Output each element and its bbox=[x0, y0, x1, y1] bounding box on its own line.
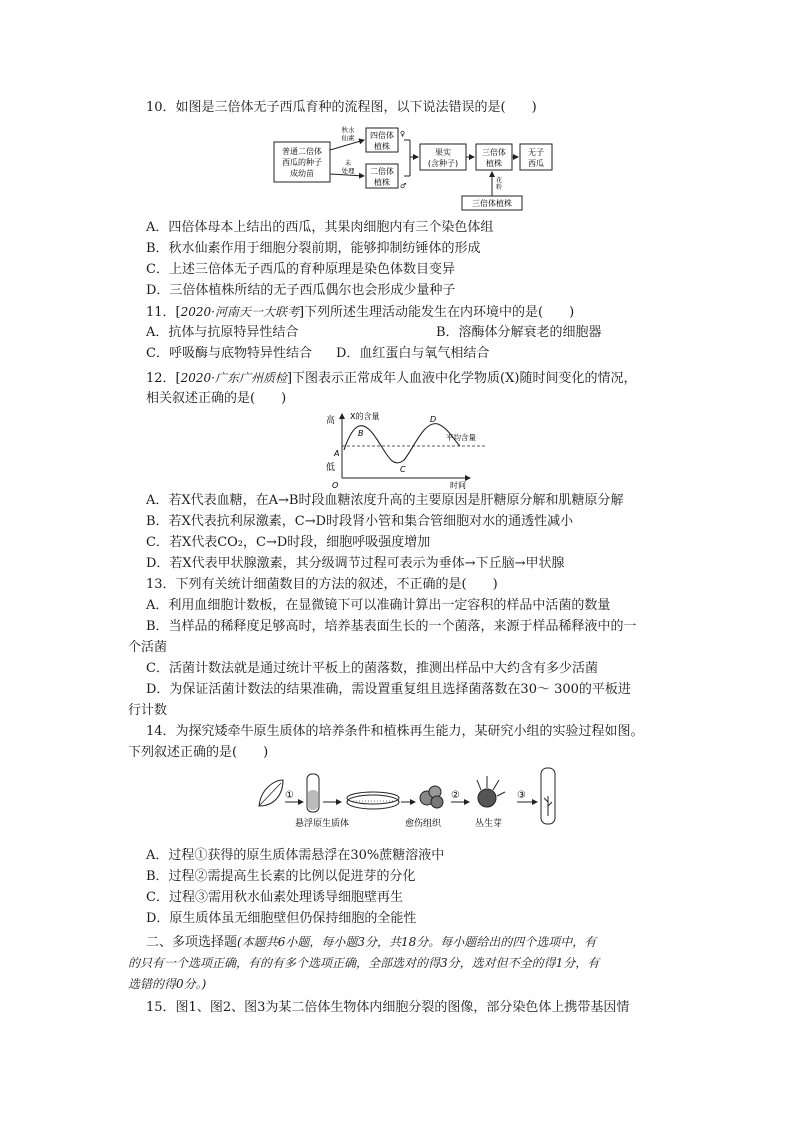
q10-stem: 10．如图是三倍体无子西瓜育种的流程图，以下说法错误的是( ) bbox=[146, 100, 537, 115]
q11-option-d: D．血红蛋白与氧气相结合 bbox=[336, 346, 490, 361]
q11-stem-rest: ]下列所述生理活动能发生在内环境中的是( ) bbox=[298, 305, 575, 320]
section2-note-line1: (本题共6小题，每小题3分，共18分。每小题给出的四个选项中，有 bbox=[237, 935, 597, 949]
q13-option-a: A．利用血细胞计数板，在显微镜下可以准确计算出一定容积的样品中活菌的数量 bbox=[146, 598, 611, 613]
q14-stem: 14．为探究矮牵牛原生质体的培养条件和植株再生能力，某研究小组的实验过程如图。 bbox=[146, 724, 644, 739]
flow-start-line3: 成幼苗 bbox=[290, 169, 314, 178]
point-c-label: C bbox=[400, 465, 406, 474]
section2-title: 二、多项选择题 bbox=[146, 935, 238, 950]
y-axis-title: X的含量 bbox=[350, 412, 380, 421]
flow-start-line2: 西瓜的种子 bbox=[282, 158, 322, 167]
flow-seedless-line2: 西瓜 bbox=[528, 159, 544, 168]
q14-option-c: C．过程③需用秋水仙素处理诱导细胞壁再生 bbox=[146, 890, 403, 905]
q12-option-d: D．若X代表甲状腺激素，其分级调节过程可表示为垂体→下丘脑→甲状腺 bbox=[146, 556, 565, 571]
q14-option-b: B．过程②需提高生长素的比例以促进芽的分化 bbox=[146, 869, 416, 884]
flow-fruit-line2: (含种子) bbox=[427, 159, 459, 168]
flow-pollen-line2: 粉 bbox=[496, 184, 503, 191]
q12-option-b: B．若X代表抗利尿激素，C→D时段肾小管和集合管细胞对水的通透性减小 bbox=[146, 514, 574, 529]
point-a-label: A bbox=[334, 449, 340, 458]
q11-option-c: C．呼吸酶与底物特异性结合 bbox=[146, 346, 312, 361]
q12-stem-rest: ]下图表示正常成年人血液中化学物质(X)随时间变化的情况， bbox=[286, 371, 637, 386]
flow-fruit-line1: 果实 bbox=[435, 148, 451, 157]
flow-tetraploid-line2: 植株 bbox=[374, 142, 390, 151]
female-symbol: ♀ bbox=[400, 130, 406, 138]
point-b-label: B bbox=[358, 429, 364, 438]
average-label: 平均含量 bbox=[446, 433, 476, 442]
callus-label: 愈伤组织 bbox=[405, 819, 442, 829]
leaf-icon bbox=[259, 780, 283, 806]
suspension-label: 悬浮原生质体 bbox=[295, 819, 350, 829]
plantlet-tube-icon bbox=[541, 768, 555, 824]
flow-top-arrow-line2: 仙素 bbox=[341, 134, 355, 142]
q11-source: 2020·河南天一大联考 bbox=[180, 305, 299, 319]
point-d-label: D bbox=[430, 415, 437, 424]
section2-note-line2: 的只有一个选项正确，有的有多个选项正确，全部选对的得3分，选对但不全的得1分，有 bbox=[128, 956, 600, 970]
section2-note-line3: 选错的得0分。) bbox=[128, 977, 207, 991]
q10-option-b: B．秋水仙素作用于细胞分裂前期，能够抑制纺锤体的形成 bbox=[146, 241, 481, 256]
q12-option-a: A．若X代表血糖，在A→B时段血糖浓度升高的主要原因是肝糖原分解和肌糖原分解 bbox=[146, 493, 624, 508]
flow-triploid-line2: 植株 bbox=[486, 159, 502, 168]
q14-stem-line2: 下列叙述正确的是( ) bbox=[128, 745, 269, 760]
y-high-label: 高 bbox=[326, 416, 336, 426]
step1-label: ① bbox=[285, 790, 294, 801]
q13-option-b: B．当样品的稀释度足够高时，培养基表面生长的一个菌落，来源于样品稀释液中的一 bbox=[146, 619, 637, 634]
q12-num: 12．[ bbox=[146, 371, 181, 386]
flow-diploid-line2: 植株 bbox=[374, 178, 390, 187]
petri-dish-icon bbox=[347, 792, 399, 809]
q10-option-a: A．四倍体母本上结出的西瓜，其果肉细胞内有三个染色体组 bbox=[146, 220, 494, 235]
x-axis-title: 时间 bbox=[450, 481, 466, 490]
q12-stem bbox=[146, 368, 636, 389]
q15-stem: 15．图1、图2、图3为某二倍体生物体内细胞分裂的图像，部分染色体上携带基因情 bbox=[146, 1000, 630, 1015]
q11-num: 11．[ bbox=[146, 305, 181, 320]
q13-option-d-cont: 行计数 bbox=[128, 703, 168, 718]
q11-option-b: B．溶酶体分解衰老的细胞器 bbox=[436, 325, 602, 340]
step2-label: ② bbox=[451, 790, 460, 801]
flow-bottom-arrow-line1: 未 bbox=[344, 159, 352, 167]
q10-option-d: D．三倍体植株所结的无子西瓜偶尔也会形成少量种子 bbox=[146, 283, 456, 298]
callus-icon bbox=[420, 786, 443, 808]
q12-option-c: C．若X代表CO₂，C→D时段，细胞呼吸强度增加 bbox=[146, 535, 431, 550]
q14-culture-diagram bbox=[255, 766, 565, 838]
flow-triploid-line1: 三倍体 bbox=[482, 148, 506, 157]
test-tube-icon bbox=[307, 774, 319, 812]
q11-option-a: A．抗体与抗原特异性结合 bbox=[146, 325, 299, 340]
q10-option-c: C．上述三倍体无子西瓜的育种原理是染色体数目变异 bbox=[146, 262, 455, 277]
flow-tetraploid-line1: 四倍体 bbox=[370, 131, 394, 140]
q12-stem-line2: 相关叙述正确的是( ) bbox=[146, 391, 287, 406]
q10-breeding-flowchart bbox=[270, 122, 560, 214]
q14-option-a: A．过程①获得的原生质体需悬浮在30%蔗糖溶液中 bbox=[146, 848, 445, 863]
q13-option-d: D．为保证活菌计数法的结果准确，需设置重复组且选择菌落数在30～ 300的平板进 bbox=[146, 682, 631, 697]
q13-option-c: C．活菌计数法就是通过统计平板上的菌落数，推测出样品中大约含有多少活菌 bbox=[146, 661, 598, 676]
flow-pollen-line1: 花 bbox=[496, 177, 503, 184]
q12-concentration-graph bbox=[320, 410, 495, 490]
flow-diploid-line1: 二倍体 bbox=[370, 167, 394, 176]
q13-stem: 13．下列有关统计细菌数目的方法的叙述，不正确的是( ) bbox=[146, 577, 498, 592]
shoots-label: 丛生芽 bbox=[475, 819, 503, 829]
section2-heading bbox=[146, 932, 596, 953]
y-low-label: 低 bbox=[326, 463, 336, 473]
step3-label: ③ bbox=[517, 790, 526, 801]
flow-seedless-line1: 无子 bbox=[528, 148, 544, 157]
q14-option-d: D．原生质体虽无细胞壁但仍保持细胞的全能性 bbox=[146, 911, 417, 926]
flow-bottom-arrow-line2: 处理 bbox=[341, 167, 355, 175]
flow-top-arrow-line1: 秋水 bbox=[341, 126, 355, 134]
flow-start-line1: 普通二倍体 bbox=[282, 147, 322, 156]
q12-source: 2020·广东广州质检 bbox=[180, 371, 287, 385]
origin-label: O bbox=[332, 481, 339, 490]
q13-option-b-cont: 个活菌 bbox=[128, 640, 168, 655]
q11-stem bbox=[146, 302, 574, 323]
male-symbol: ♂ bbox=[400, 182, 407, 190]
flow-triploid-plant: 三倍体植株 bbox=[472, 199, 512, 208]
shoots-icon bbox=[477, 776, 505, 807]
